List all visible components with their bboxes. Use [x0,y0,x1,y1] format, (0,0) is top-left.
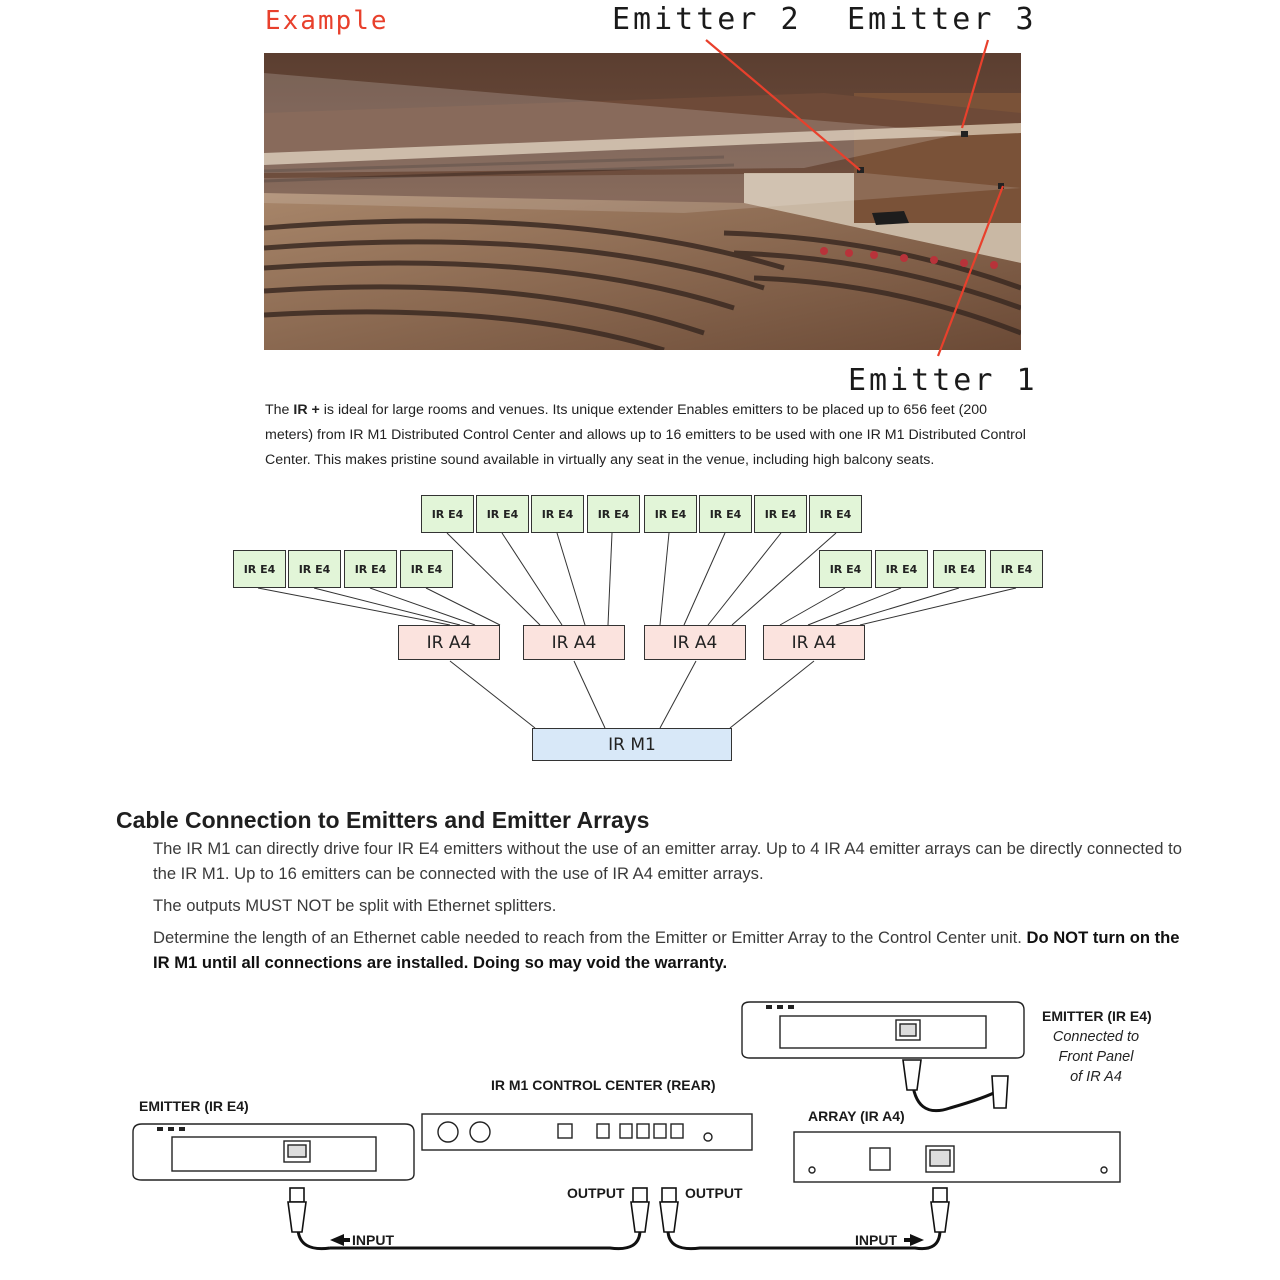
section-paragraph-3 [153,925,1183,975]
control-center-title: IR M1 CONTROL CENTER (REAR) [491,1077,716,1093]
input-label-left: INPUT [352,1232,394,1248]
ir-e4-box: IR E4 [875,550,928,588]
intro-product: IR + [293,402,320,418]
ir-e4-box: IR E4 [288,550,341,588]
section-paragraph-1: The IR M1 can directly drive four IR E4 emitters without the use of an emitter array. Up to 4 IR A4 emitter arrays can be directly connected to the IR M1. Up to 16 emitters can be connected with the use of IR A4 emitter arrays. [153,839,1182,883]
ir-m1-box: IR M1 [532,728,732,761]
input-label-right: INPUT [855,1232,897,1248]
emitter-callout-lines [0,0,1280,400]
ir-e4-box: IR E4 [933,550,986,588]
ir-a4-box: IR A4 [644,625,746,660]
paragraph-3-plain: Determine the length of an Ethernet cable needed to reach from the Emitter or Emitter Array to the Control Center unit. [153,928,1027,947]
output-label-left: OUTPUT [567,1185,625,1201]
ir-a4-box: IR A4 [523,625,625,660]
ir-e4-box: IR E4 [476,495,529,533]
ir-e4-box: IR E4 [699,495,752,533]
ir-a4-box: IR A4 [398,625,500,660]
ir-e4-box: IR E4 [400,550,453,588]
ir-e4-box: IR E4 [587,495,640,533]
ir-e4-box: IR E4 [344,550,397,588]
note-line-3: of IR A4 [1070,1069,1122,1085]
ir-e4-box: IR E4 [754,495,807,533]
output-label-right: OUTPUT [685,1185,743,1201]
warranty-warning: Do NOT turn on the IR M1 until all connections are installed. Doing so may void the warranty. [153,928,1180,972]
ir-e4-box: IR E4 [819,550,872,588]
ir-e4-box: IR E4 [990,550,1043,588]
emitter-3-label: Emitter 3 [847,2,1037,37]
topology-diagram [0,480,1280,780]
ir-e4-box: IR E4 [531,495,584,533]
example-label: Example [265,6,389,36]
intro-paragraph [265,398,1035,473]
emitter-2-label: Emitter 2 [612,2,802,37]
note-line-2: Front Panel [1058,1049,1134,1065]
intro-prefix: The [265,402,294,418]
array-title: ARRAY (IR A4) [808,1108,905,1124]
intro-text: is ideal for large rooms and venues. Its unique extender Enables emitters to be placed up to 656 feet (200 meters) from IR M1 Distributed Control Center and allows up to 16 emitters to be used with one IR M1 Distributed Control Center. This makes pristine sound available in virtually any seat in the venue, including high balcony seats. [265,402,1026,468]
ir-e4-box: IR E4 [233,550,286,588]
section-paragraph-2: The outputs MUST NOT be split with Ethernet splitters. [153,896,557,915]
emitter-right-title: EMITTER (IR E4) [1042,1008,1152,1024]
ir-e4-box: IR E4 [644,495,697,533]
ir-e4-box: IR E4 [421,495,474,533]
emitter-left-title: EMITTER (IR E4) [139,1098,249,1114]
ir-a4-box: IR A4 [763,625,865,660]
note-line-1: Connected to [1052,1029,1140,1045]
emitter-1-label: Emitter 1 [848,363,1038,398]
ir-e4-box: IR E4 [809,495,862,533]
section-title: Cable Connection to Emitters and Emitter Arrays [116,807,650,833]
wiring-diagram [0,990,1280,1260]
